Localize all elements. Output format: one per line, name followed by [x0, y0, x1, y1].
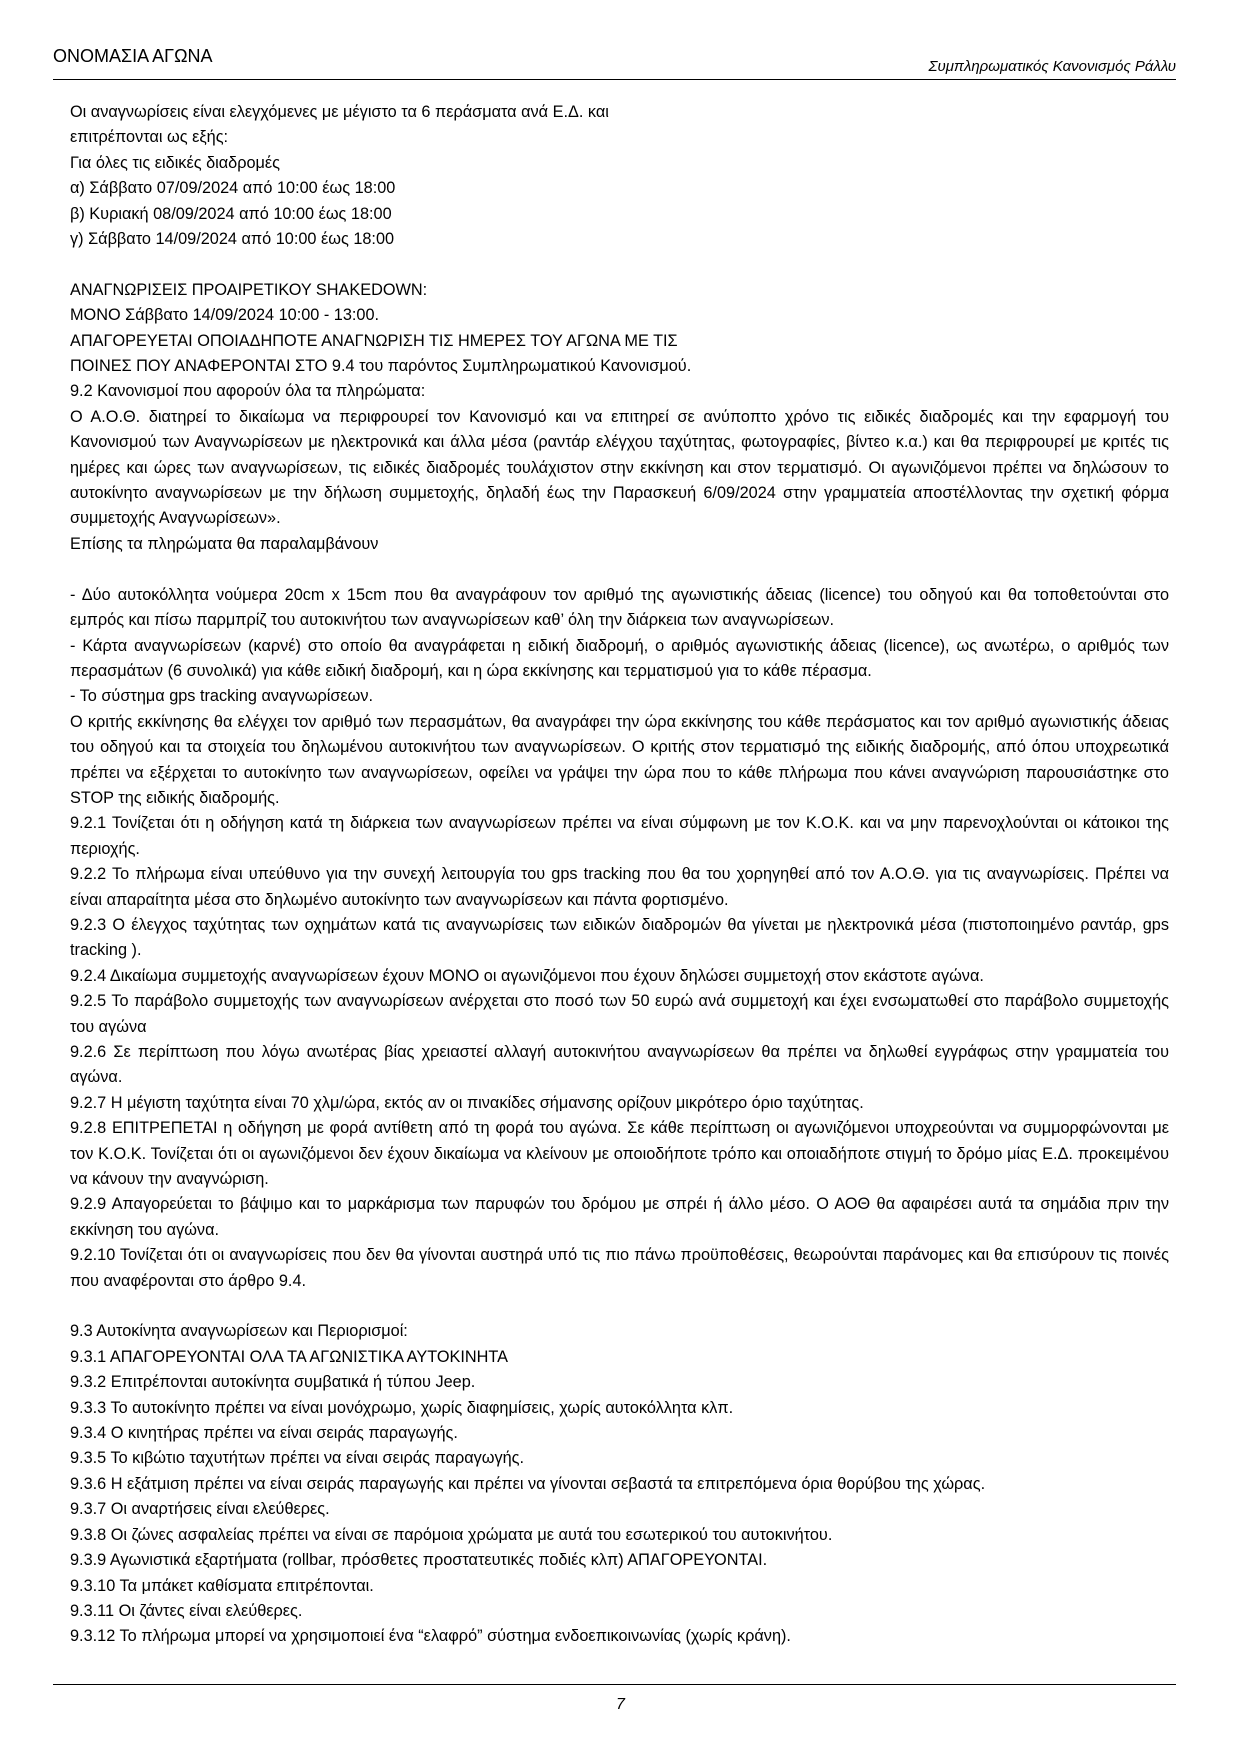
paragraph: 9.2.3 Ο έλεγχος ταχύτητας των οχημάτων κατά τις αναγνωρίσεις των ειδικών διαδρομών θα γίνεται με ηλεκτρονικά μέσα (πιστοποιημένο ραντάρ, gps tracking ). — [70, 915, 1169, 960]
header-subtitle: Συμπληρωματικός Κανονισμός Ράλλυ — [928, 58, 1176, 75]
paragraph: 9.3.5 Το κιβώτιο ταχυτήτων πρέπει να είναι σειράς παραγωγής. — [70, 1449, 525, 1468]
paragraph: 9.3.9 Αγωνιστικά εξαρτήματα (rollbar, πρόσθετες προστατευτικές ποδιές κλπ) ΑΠΑΓΟΡΕΥΟΝΤΑΙ. — [70, 1551, 768, 1570]
header-title: ΟΝΟΜΑΣΙΑ ΑΓΩΝΑ — [53, 46, 213, 66]
paragraph: 9.3.2 Επιτρέπονται αυτοκίνητα συμβατικά ή τύπου Jeep. — [70, 1373, 476, 1392]
paragraph: 9.2 Κανονισμοί που αφορούν όλα τα πληρώματα: — [70, 382, 426, 401]
paragraph: επιτρέπονται ως εξής: — [70, 128, 229, 147]
paragraph: Για όλες τις ειδικές διαδρομές — [70, 153, 281, 172]
paragraph: γ) Σάββατο 14/09/2024 από 10:00 έως 18:00 — [70, 230, 395, 249]
paragraph: - Το σύστημα gps tracking αναγνωρίσεων. — [70, 687, 374, 706]
blank-line — [70, 252, 1169, 277]
paragraph: 9.2.9 Απαγορεύεται το βάψιμο και το μαρκάρισμα των παρυφών του δρόμου με σπρέι ή άλλο μέσο. Ο ΑΟΘ θα αφαιρέσει αυτά τα σημάδια πριν την εκκίνηση του αγώνα. — [70, 1195, 1169, 1239]
paragraph: 9.3.8 Οι ζώνες ασφαλείας πρέπει να είναι σε παρόμοια χρώματα με αυτά του εσωτερικού του αυτοκινήτου. — [70, 1525, 833, 1544]
paragraph: 9.3.12 Το πλήρωμα μπορεί να χρησιμοποιεί ένα “ελαφρό” σύστημα ενδοεπικοινωνίας (χωρίς κράνη). — [70, 1627, 791, 1646]
paragraph: ΑΝΑΓΝΩΡΙΣΕΙΣ ΠΡΟΑΙΡΕΤΙΚΟΥ SHAKEDOWN: — [70, 280, 428, 299]
blank-line — [70, 557, 1169, 582]
paragraph: 9.3.10 Τα μπάκετ καθίσματα επιτρέπονται. — [70, 1576, 374, 1595]
paragraph: - Κάρτα αναγνωρίσεων (καρνέ) στο οποίο θα αναγράφεται η ειδική διαδρομή, ο αριθμός αγωνιστικής άδειας (licence), ως ανωτέρω, ο αριθμός των περασμάτων (6 συνολικά) για κάθε ειδική διαδρομή, και η ώρα εκκίνησης και τερματισμού για το κάθε πέρασμα. — [70, 636, 1169, 680]
paragraph: ΑΠΑΓΟΡΕΥΕΤΑΙ ΟΠΟΙΑΔΗΠΟΤΕ ΑΝΑΓΝΩΡΙΣΗ ΤΙΣ ΗΜΕΡΕΣ ΤΟΥ ΑΓΩΝΑ ΜΕ ΤΙΣ — [70, 331, 678, 350]
page-number: 7 — [616, 1696, 625, 1713]
paragraph: 9.3.1 ΑΠΑΓΟΡΕΥΟΝΤΑΙ ΟΛΑ ΤΑ ΑΓΩΝΙΣΤΙΚΑ ΑΥΤΟΚΙΝΗΤΑ — [70, 1347, 509, 1366]
document-body — [70, 100, 1169, 1650]
paragraph: Επίσης τα πληρώματα θα παραλαμβάνουν — [70, 534, 379, 553]
paragraph: ΠΟΙΝΕΣ ΠΟΥ ΑΝΑΦΕΡΟΝΤΑΙ ΣΤΟ 9.4 του παρόντος Συμπληρωματικού Κανονισμού. — [70, 357, 692, 376]
blank-line — [70, 1294, 1169, 1319]
paragraph: α) Σάββατο 07/09/2024 από 10:00 έως 18:00 — [70, 179, 396, 198]
paragraph: Οι αναγνωρίσεις είναι ελεγχόμενες με μέγιστο τα 6 περάσματα ανά Ε.Δ. και — [70, 103, 609, 121]
paragraph: - Δύο αυτοκόλλητα νούμερα 20cm x 15cm που θα αναγράφουν τον αριθμό της αγωνιστικής άδειας (licence) του οδηγού και θα τοποθετούνται στο εμπρός και πίσω παρμπρίζ του αυτοκινήτου των αναγνωρίσεων καθ’ όλη την διάρκεια των αναγνωρίσεων. — [70, 585, 1169, 630]
paragraph: 9.3.4 Ο κινητήρας πρέπει να είναι σειράς παραγωγής. — [70, 1424, 458, 1443]
paragraph: 9.2.2 Το πλήρωμα είναι υπεύθυνο για την συνεχή λειτουργία του gps tracking που θα του χορηγηθεί από τον Α.Ο.Θ. για τις αναγνωρίσεις. Πρέπει να είναι απαραίτητα μέσα στο δηλωμένο αυτοκίνητο των αναγνωρίσεων και πάντα φορτισμένο. — [70, 865, 1169, 909]
paragraph: 9.2.10 Τονίζεται ότι οι αναγνωρίσεις που δεν θα γίνονται αυστηρά υπό τις πιο πάνω προϋποθέσεις, θεωρούνται παράνομες και θα επισύρουν τις ποινές που αναφέρονται στο άρθρο 9.4. — [70, 1246, 1169, 1290]
paragraph: ΜΟΝΟ Σάββατο 14/09/2024 10:00 - 13:00. — [70, 306, 380, 325]
paragraph: 9.3.11 Οι ζάντες είναι ελεύθερες. — [70, 1601, 303, 1620]
footer-divider — [53, 1684, 1176, 1685]
paragraph: 9.2.6 Σε περίπτωση που λόγω ανωτέρας βίας χρειαστεί αλλαγή αυτοκινήτου αναγνωρίσεων θα πρέπει να δηλωθεί εγγράφως στην γραμματεία του αγώνα. — [70, 1043, 1169, 1087]
paragraph: 9.2.1 Τονίζεται ότι η οδήγηση κατά τη διάρκεια των αναγνωρίσεων πρέπει να είναι σύμφωνη με τον Κ.Ο.Κ. και να μην παρενοχλούνται οι κάτοικοι της περιοχής. — [70, 814, 1169, 858]
paragraph: 9.3.7 Οι αναρτήσεις είναι ελεύθερες. — [70, 1500, 330, 1519]
paragraph: 9.2.5 Το παράβολο συμμετοχής των αναγνωρίσεων ανέρχεται στο ποσό των 50 ευρώ ανά συμμετοχή και έχει ενσωματωθεί στο παράβολο συμμετοχής του αγώνα — [70, 992, 1169, 1036]
paragraph: Ο κριτής εκκίνησης θα ελέγχει τον αριθμό των περασμάτων, θα αναγράφει την ώρα εκκίνησης του κάθε περάσματος και τον αριθμό αγωνιστικής άδειας του οδηγού και τα στοιχεία του δηλωμένου αυτοκινήτου των αναγνωρίσεων. Ο κριτής στον τερματισμό της ειδικής διαδρομής, από όπου υποχρεωτικά πρέπει να εξέρχεται το αυτοκίνητο των αναγνωρίσεων, οφείλει να γράψει την ώρα που το κάθε πλήρωμα που κάνει αναγνώριση παρουσιάστηκε στο STOP της ειδικής διαδρομής. — [70, 712, 1169, 807]
paragraph: 9.2.8 ΕΠΙΤΡΕΠΕΤΑΙ η οδήγηση με φορά αντίθετη από τη φορά του αγώνα. Σε κάθε περίπτωση οι αγωνιζόμενοι υποχρεούνται να συμμορφώνονται με τον Κ.Ο.Κ. Τονίζεται ότι οι αγωνιζόμενοι δεν έχουν δικαίωμα να κλείνουν με οποιοδήποτε τρόπο και οποιαδήποτε στιγμή το δρόμο μίας Ε.Δ. προκειμένου να κάνουν την αναγνώριση. — [70, 1119, 1169, 1189]
header-divider — [53, 79, 1176, 80]
paragraph: 9.3.3 Το αυτοκίνητο πρέπει να είναι μονόχρωμο, χωρίς διαφημίσεις, χωρίς αυτοκόλλητα κλπ. — [70, 1398, 734, 1417]
paragraph: 9.2.4 Δικαίωμα συμμετοχής αναγνωρίσεων έχουν ΜΟΝΟ οι αγωνιζόμενοι που έχουν δηλώσει συμμετοχή στον εκάστοτε αγώνα. — [70, 966, 984, 985]
paragraph: 9.3 Αυτοκίνητα αναγνωρίσεων και Περιορισμοί: — [70, 1322, 408, 1341]
paragraph: β) Κυριακή 08/09/2024 από 10:00 έως 18:00 — [70, 204, 392, 223]
paragraph: 9.3.6 Η εξάτμιση πρέπει να είναι σειράς παραγωγής και πρέπει να γίνονται σεβαστά τα επιτρεπόμενα όρια θορύβου της χώρας. — [70, 1474, 986, 1493]
paragraph: Ο Α.Ο.Θ. διατηρεί το δικαίωμα να περιφρουρεί τον Κανονισμό και να επιτηρεί σε ανύποπτο χρόνο τις ειδικές διαδρομές και την εφαρμογή του Κανονισμού των Αναγνωρίσεων με ηλεκτρονικά και άλλα μέσα (ραντάρ ελέγχου ταχύτητας, φωτογραφίες, βίντεο κ.α.) και θα περιφρουρεί με κριτές τις ημέρες και ώρες των αναγνωρίσεων, τις ειδικές διαδρομές τουλάχιστον στην εκκίνηση και στον τερματισμό. Οι αγωνιζόμενοι πρέπει να δηλώσουν το αυτοκίνητο αναγνωρίσεων με την δήλωση συμμετοχής, δηλαδή έως την Παρασκευή 6/09/2024 στην γραμματεία αποστέλλοντας την σχετική φόρμα συμμετοχής Αναγνωρίσεων». — [70, 407, 1169, 528]
paragraph: 9.2.7 Η μέγιστη ταχύτητα είναι 70 χλμ/ώρα, εκτός αν οι πινακίδες σήμανσης ορίζουν μικρότερο όριο ταχύτητας. — [70, 1093, 864, 1112]
